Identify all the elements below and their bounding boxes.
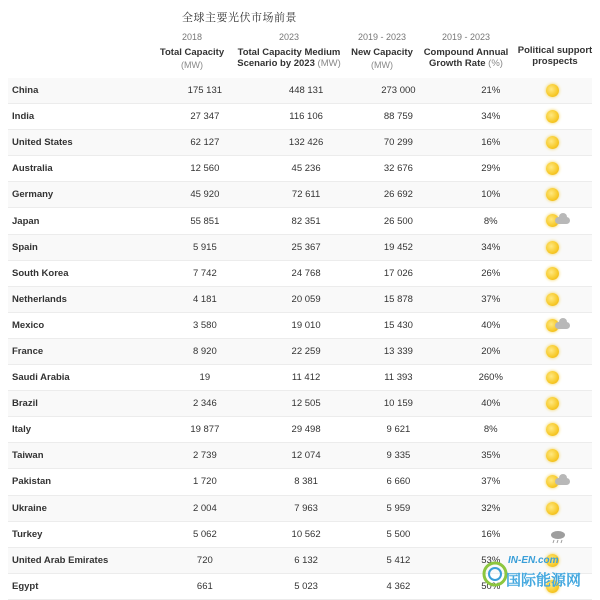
- country-cell: India: [8, 104, 151, 130]
- new-capacity-cell: 11 393: [354, 365, 443, 391]
- sun-icon: [546, 449, 559, 462]
- country-cell: Brazil: [8, 391, 151, 417]
- table-row: [8, 78, 592, 104]
- political-cell: [538, 417, 592, 443]
- table-row: [8, 521, 592, 547]
- new-capacity-cell: 5 959: [354, 495, 443, 521]
- rain-cloud-icon: [550, 529, 566, 545]
- country-cell: United States: [8, 130, 151, 156]
- cagr-cell: 37%: [443, 286, 538, 312]
- cagr-cell: 10%: [443, 182, 538, 208]
- total-2023-cell: 448 131: [258, 78, 353, 104]
- table-row: [8, 365, 592, 391]
- country-cell: Australia: [8, 156, 151, 182]
- sun-icon: [546, 345, 559, 358]
- cagr-cell: 50%: [443, 573, 538, 599]
- new-capacity-cell: 15 878: [354, 286, 443, 312]
- new-capacity-cell: 19 452: [354, 234, 443, 260]
- country-cell: China: [8, 78, 151, 104]
- total-2018-cell: 7 742: [151, 260, 258, 286]
- table-row: [8, 104, 592, 130]
- new-capacity-cell: 6 660: [354, 469, 443, 495]
- total-2023-cell: 116 106: [258, 104, 353, 130]
- new-capacity-cell: 5 500: [354, 521, 443, 547]
- header-political: [510, 45, 600, 67]
- total-2018-cell: 5 915: [151, 234, 258, 260]
- new-capacity-cell: 4 362: [354, 573, 443, 599]
- sun-icon: [546, 110, 559, 123]
- political-cell: [538, 260, 592, 286]
- new-capacity-cell: 273 000: [354, 78, 443, 104]
- watermark-cn: 国际能源网: [506, 571, 582, 589]
- political-cell: [538, 234, 592, 260]
- table-row: [8, 156, 592, 182]
- sun-icon: [546, 84, 559, 97]
- total-2018-cell: 175 131: [151, 78, 258, 104]
- watermark-en: IN-EN.com: [508, 555, 559, 566]
- sun-icon: [546, 241, 559, 254]
- political-cell: [538, 78, 592, 104]
- in-en-logo-icon: [482, 561, 508, 587]
- new-capacity-cell: 70 299: [354, 130, 443, 156]
- country-cell: United Arab Emirates: [8, 547, 151, 573]
- total-2023-cell: 12 074: [258, 443, 353, 469]
- total-2018-cell: 720: [151, 547, 258, 573]
- political-cell: [538, 182, 592, 208]
- political-cell: [538, 104, 592, 130]
- country-cell: Italy: [8, 417, 151, 443]
- cagr-cell: 8%: [443, 208, 538, 234]
- political-cell: [538, 521, 592, 547]
- country-cell: Netherlands: [8, 286, 151, 312]
- header-name-line2: Growth Rate (%): [429, 58, 503, 69]
- cagr-cell: 32%: [443, 495, 538, 521]
- total-2023-cell: 24 768: [258, 260, 353, 286]
- header-name-line2: Scenario by 2023 (MW): [237, 58, 341, 69]
- header-cagr: [418, 32, 514, 69]
- total-2023-cell: 19 010: [258, 312, 353, 338]
- country-cell: Turkey: [8, 521, 151, 547]
- total-2023-cell: 25 367: [258, 234, 353, 260]
- total-2023-cell: 5 023: [258, 573, 353, 599]
- new-capacity-cell: 32 676: [354, 156, 443, 182]
- political-cell: [538, 156, 592, 182]
- cagr-cell: 40%: [443, 312, 538, 338]
- political-cell: [538, 208, 592, 234]
- political-cell: [538, 338, 592, 364]
- sun-icon: [546, 371, 559, 384]
- country-cell: Egypt: [8, 573, 151, 599]
- cagr-cell: 53%: [443, 547, 538, 573]
- table-row: [8, 443, 592, 469]
- total-2023-cell: 10 562: [258, 521, 353, 547]
- country-cell: Spain: [8, 234, 151, 260]
- table-row: [8, 286, 592, 312]
- header-year: 2023: [278, 32, 300, 42]
- total-2023-cell: 29 498: [258, 417, 353, 443]
- header-year: 2019 - 2023: [357, 32, 407, 42]
- sun-icon: [546, 397, 559, 410]
- total-2023-cell: 11 412: [258, 365, 353, 391]
- cagr-cell: 29%: [443, 156, 538, 182]
- total-2018-cell: 5 062: [151, 521, 258, 547]
- cagr-cell: 26%: [443, 260, 538, 286]
- total-2018-cell: 2 004: [151, 495, 258, 521]
- table-row: [8, 130, 592, 156]
- country-cell: Taiwan: [8, 443, 151, 469]
- country-cell: Ukraine: [8, 495, 151, 521]
- total-2018-cell: 27 347: [151, 104, 258, 130]
- new-capacity-cell: 26 500: [354, 208, 443, 234]
- political-cell: [538, 312, 592, 338]
- country-cell: France: [8, 338, 151, 364]
- header-unit: (MW): [371, 60, 393, 70]
- total-2018-cell: 4 181: [151, 286, 258, 312]
- header-total-2018: [150, 32, 234, 71]
- cloud-icon: [555, 322, 570, 329]
- cagr-cell: 16%: [443, 521, 538, 547]
- cagr-cell: 35%: [443, 443, 538, 469]
- total-2018-cell: 8 920: [151, 338, 258, 364]
- total-2023-cell: 20 059: [258, 286, 353, 312]
- total-2018-cell: 19 877: [151, 417, 258, 443]
- total-2023-cell: 8 381: [258, 469, 353, 495]
- table-row: [8, 260, 592, 286]
- header-name: Compound Annual: [423, 47, 509, 58]
- country-cell: Pakistan: [8, 469, 151, 495]
- header-name: Political support: [517, 45, 593, 56]
- total-2018-cell: 12 560: [151, 156, 258, 182]
- sun-icon: [546, 162, 559, 175]
- new-capacity-cell: 9 621: [354, 417, 443, 443]
- header-name: New Capacity: [351, 47, 413, 58]
- new-capacity-cell: 13 339: [354, 338, 443, 364]
- new-capacity-cell: 5 412: [354, 547, 443, 573]
- header-unit: (MW): [181, 60, 203, 70]
- cagr-cell: 260%: [443, 365, 538, 391]
- table-row: [8, 208, 592, 234]
- political-cell: [538, 469, 592, 495]
- table-row: [8, 182, 592, 208]
- total-2018-cell: 62 127: [151, 130, 258, 156]
- total-2023-cell: 7 963: [258, 495, 353, 521]
- header-year: 2018: [181, 32, 203, 42]
- cagr-cell: 20%: [443, 338, 538, 364]
- header-name-line2: prospects: [532, 56, 578, 67]
- cagr-cell: 40%: [443, 391, 538, 417]
- country-cell: Germany: [8, 182, 151, 208]
- country-cell: Saudi Arabia: [8, 365, 151, 391]
- cagr-cell: 21%: [443, 78, 538, 104]
- total-2018-cell: 3 580: [151, 312, 258, 338]
- total-2018-cell: 19: [151, 365, 258, 391]
- capacity-table: [8, 78, 592, 600]
- total-2023-cell: 82 351: [258, 208, 353, 234]
- political-cell: [538, 130, 592, 156]
- total-2023-cell: 45 236: [258, 156, 353, 182]
- country-cell: South Korea: [8, 260, 151, 286]
- sun-icon: [546, 267, 559, 280]
- political-cell: [538, 365, 592, 391]
- sun-icon: [546, 423, 559, 436]
- new-capacity-cell: 17 026: [354, 260, 443, 286]
- header-total-2023: [226, 32, 352, 69]
- political-cell: [538, 495, 592, 521]
- chart-title: 全球主要光伏市场前景: [182, 11, 297, 24]
- sun-icon: [546, 188, 559, 201]
- header-name: Total Capacity: [159, 47, 225, 58]
- header-year: 2019 - 2023: [441, 32, 491, 42]
- cloud-icon: [555, 217, 570, 224]
- cagr-cell: 16%: [443, 130, 538, 156]
- table-row: [8, 495, 592, 521]
- new-capacity-cell: 88 759: [354, 104, 443, 130]
- political-cell: [538, 286, 592, 312]
- total-2023-cell: 6 132: [258, 547, 353, 573]
- total-2018-cell: 2 739: [151, 443, 258, 469]
- cloud-icon: [555, 478, 570, 485]
- country-cell: Japan: [8, 208, 151, 234]
- total-2018-cell: 661: [151, 573, 258, 599]
- table-row: [8, 391, 592, 417]
- cagr-cell: 37%: [443, 469, 538, 495]
- header-new-capacity: [340, 32, 424, 71]
- new-capacity-cell: 9 335: [354, 443, 443, 469]
- header-name: Total Capacity Medium: [237, 47, 341, 58]
- table-row: [8, 469, 592, 495]
- sun-icon: [546, 502, 559, 515]
- total-2023-cell: 132 426: [258, 130, 353, 156]
- total-2023-cell: 12 505: [258, 391, 353, 417]
- sun-icon: [546, 293, 559, 306]
- watermark: [478, 553, 596, 593]
- cagr-cell: 34%: [443, 104, 538, 130]
- total-2018-cell: 45 920: [151, 182, 258, 208]
- country-cell: Mexico: [8, 312, 151, 338]
- total-2023-cell: 22 259: [258, 338, 353, 364]
- table-row: [8, 312, 592, 338]
- new-capacity-cell: 26 692: [354, 182, 443, 208]
- new-capacity-cell: 15 430: [354, 312, 443, 338]
- cagr-cell: 8%: [443, 417, 538, 443]
- total-2023-cell: 72 611: [258, 182, 353, 208]
- table-row: [8, 234, 592, 260]
- political-cell: [538, 443, 592, 469]
- total-2018-cell: 1 720: [151, 469, 258, 495]
- total-2018-cell: 55 851: [151, 208, 258, 234]
- table-row: [8, 338, 592, 364]
- political-cell: [538, 391, 592, 417]
- total-2018-cell: 2 346: [151, 391, 258, 417]
- sun-icon: [546, 136, 559, 149]
- table-row: [8, 417, 592, 443]
- cagr-cell: 34%: [443, 234, 538, 260]
- new-capacity-cell: 10 159: [354, 391, 443, 417]
